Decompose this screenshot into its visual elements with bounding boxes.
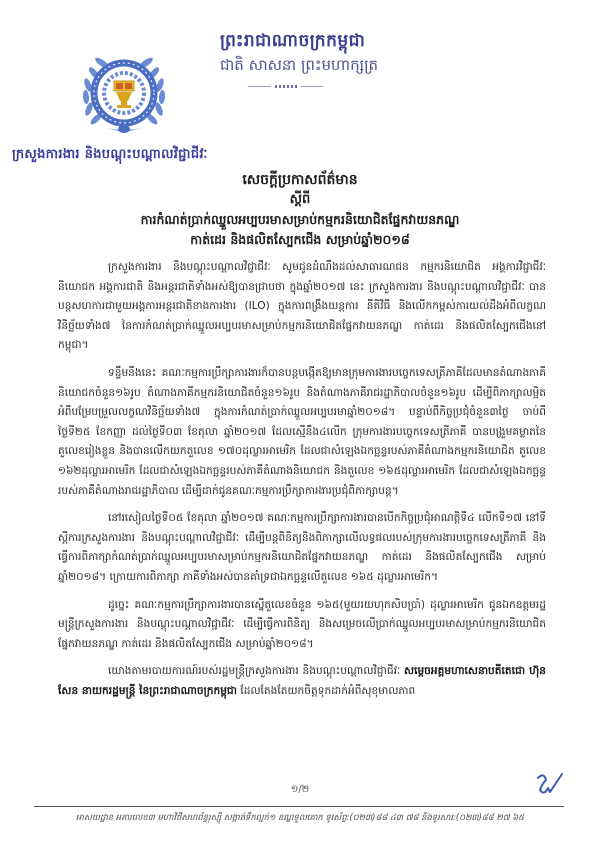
paragraph-2: ទន្ទឹមនឹងនេះ គណៈកម្មការប្រឹក្សាការងារក៏បានបន្តបង្កើតឱ្យមានក្រុមការងារបច្ចេកទេសត្រីភាគីដែលមានតំណាងភាគីនិយោជកចំនួន១៦រូប តំណាងភាគីកម្មករនិយោជិតចំនួន១៦រូប និងតំណាងភាគីរាជរដ្ឋាភិបាលចំនួន១៦រូប ដើម្បីពិភាក្សាលម្អិតអំពីបម្រែបម្រួលលក្ខណវិនិច្ឆ័យទាំង៧ ក្នុងការកំណត់ប្រាក់ឈ្នួលអប្បបរមាឆ្នាំ២០១៨។ បន្ទាប់ពីកិច្ចប្រជុំចំនួន៣ថ្ងៃ ចាប់ពីថ្ងៃទី២៥ ខែកញ្ញា ដល់ថ្ងៃទី០៣ ខែតុលា ឆ្នាំ២០១៧ ដែលស្មើនឹង៤លើក ក្រុមការងារបច្ចេកទេសត្រីភាគី បានបង្រួមគម្លាតនៃតួលេខរៀងខ្លួន និងបានលើកយកតួលេខ ១៧០ដុល្លារអាមេរិក ដែលជាសំឡេងឯកច្ឆន្ទរបស់ភាគីតំណាងកម្មករនិយោជិត តួលេខ ១៦២ដុល្លារអាមេរិក ដែលជាសំឡេងឯកច្ឆន្ទរបស់ភាគីតំណាងនិយោជក និងតួលេខ ១៦៥ដុល្លារអាមេរិក ដែលជាសំឡេងឯកច្ឆន្ទរបស់ភាគីតំណាងរាជរដ្ឋាភិបាល ដើម្បីដាក់ជូនគណៈកម្មការប្រឹក្សាការងារប្រជុំពិភាក្សាបន្ត។ bbox=[58, 366, 546, 497]
ministry-name: ក្រសួងការងារ និងបណ្តុះបណ្តាលវិជ្ជាជីវៈ bbox=[12, 147, 208, 162]
paragraph-5-tail: ដែលតែងតែយកចិត្តទុកដាក់អំពីសុខុមាលភាព bbox=[237, 684, 416, 697]
ministry-emblem-icon bbox=[74, 45, 174, 137]
document-body bbox=[58, 258, 546, 709]
paragraph-5 bbox=[58, 662, 546, 701]
ornament-divider bbox=[248, 84, 323, 88]
document-topic-line-2: កាត់ដេរ និងផលិតស្បែកជើង សម្រាប់ឆ្នាំ២០១៨ bbox=[190, 232, 410, 247]
paragraph-5-bold-name: សម្តេចអគ្គមហាសេនាបតីតេជោ ហ៊ុន សែន នាយករដ្ឋមន្ត្រី នៃព្រះរាជាណាចក្រកម្ពុជា bbox=[58, 665, 546, 697]
kingdom-motto: ជាតិ សាសនា ព្រះមហាក្សត្រ bbox=[220, 56, 379, 74]
document-topic-line-1: ការកំណត់ប្រាក់ឈ្នួលអប្បបរមាសម្រាប់កម្មករនិយោជិតផ្នែកវាយនភណ្ឌ bbox=[140, 212, 460, 227]
title-block bbox=[60, 170, 540, 250]
paragraph-5-lead: យោងតាមរបាយការណ៍របស់រដ្ឋមន្ត្រីក្រសួងការងារ និងបណ្តុះបណ្តាលវិជ្ជាជីវៈ bbox=[108, 665, 404, 678]
paragraph-1: ក្រសួងការងារ និងបណ្តុះបណ្តាលវិជ្ជាជីវៈ សូមជូនដំណឹងដល់សាធារណជន កម្មករនិយោជិត អង្គការវិជ្ជាជីវៈ និយោជក អង្គការជាតិ និងអន្តរជាតិទាំងអស់ឱ្យបានជ្រាបថា ក្នុងឆ្នាំ២០១៧ នេះ ក្រសួងការងារ និងបណ្តុះបណ្តាលវិជ្ជាជីវៈ បានបន្តសហការជាមួយអង្គការអន្តរជាតិខាងការងារ (ILO) ក្នុងការពង្រឹងយន្តការ នីតិវិធី និងលើកកម្ពស់ការយល់ដឹងអំពីលក្ខណវិនិច្ឆ័យទាំង៧ នៃការកំណត់ប្រាក់ឈ្នួលអប្បបរមាសម្រាប់កម្មករនិយោជិតផ្នែកវាយនភណ្ឌ កាត់ដេរ និងផលិតស្បែកជើងនៅកម្ពុជា។ bbox=[58, 261, 546, 352]
paragraph-4: ដូច្នេះ គណៈកម្មការប្រឹក្សាការងារបានស្នើតួលេខចំនួន ១៦៥(មួយរយហុកសិបប្រាំ) ដុល្លារអាមេរិក ជូនឯកឧត្តមរដ្ឋមន្ត្រីក្រសួងការងារ និងបណ្តុះបណ្តាលវិជ្ជាជីវៈ ដើម្បីធ្វើការពិនិត្យ និងសម្រេចលើប្រាក់ឈ្នួលអប្បបរមាសម្រាប់កម្មករនិយោជិតផ្នែកវាយនភណ្ឌ កាត់ដេរ និងផលិតស្បែកជើង សម្រាប់ឆ្នាំ២០១៨។ bbox=[58, 598, 546, 650]
paragraph-3: នៅរសៀលថ្ងៃទី០៥ ខែតុលា ឆ្នាំ២០១៧ គណៈកម្មការប្រឹក្សាការងារបានបើកកិច្ចប្រជុំអាណត្តិទី៤ លើកទី១៧ នៅទីស្តីការក្រសួងការងារ និងបណ្តុះបណ្តាលវិជ្ជាជីវៈ ដើម្បីបន្តពិនិត្យនិងពិភាក្សាលើលទ្ធផលរបស់ក្រុមការងារបច្ចេកទេសត្រីភាគី និងធ្វើការពិភាក្សាកំណត់ប្រាក់ឈ្នួលអប្បបរមាសម្រាប់កម្មករនិយោជិតផ្នែកវាយនភណ្ឌ កាត់ដេរ និងផលិតស្បែកជើង សម្រាប់ឆ្នាំ២០១៨។ ក្រោយការពិភាក្សា ភាគីទាំងអស់បានគាំទ្រជាឯកច្ឆន្ទលើតួលេខ ១៦៥ ដុល្លារអាមេរិក។ bbox=[58, 512, 546, 583]
document-subtitle: ស្តីពី bbox=[289, 192, 311, 207]
footer-divider bbox=[34, 806, 564, 807]
ornament-knot-icon bbox=[275, 85, 297, 88]
signature-mark-icon bbox=[534, 770, 564, 798]
footer-address: អាសយដ្ឋាន អគារលេខ៣ មហាវិថីសហព័ន្ធរុស្ស៊ី សង្កាត់ទឹកល្អក់១ ខណ្ឌទួលគោក ទូរស័ព្ទ:(០២៣)៨៨ ៤៣ ៧៨ និងទូរសារ:(០២៣)៨៨ ២៧ ៦៥ bbox=[75, 812, 525, 822]
ministry-logo bbox=[74, 45, 174, 137]
kingdom-header bbox=[220, 30, 480, 88]
document-title: សេចក្តីប្រកាសព័ត៌មាន bbox=[242, 172, 358, 188]
signature-initials bbox=[534, 770, 564, 798]
ornament-line-right bbox=[301, 86, 324, 87]
ornament-line-left bbox=[248, 86, 271, 87]
page-number: ១/២ bbox=[290, 784, 310, 795]
kingdom-title: ព្រះរាជាណាចក្រកម្ពុជា bbox=[220, 31, 366, 51]
